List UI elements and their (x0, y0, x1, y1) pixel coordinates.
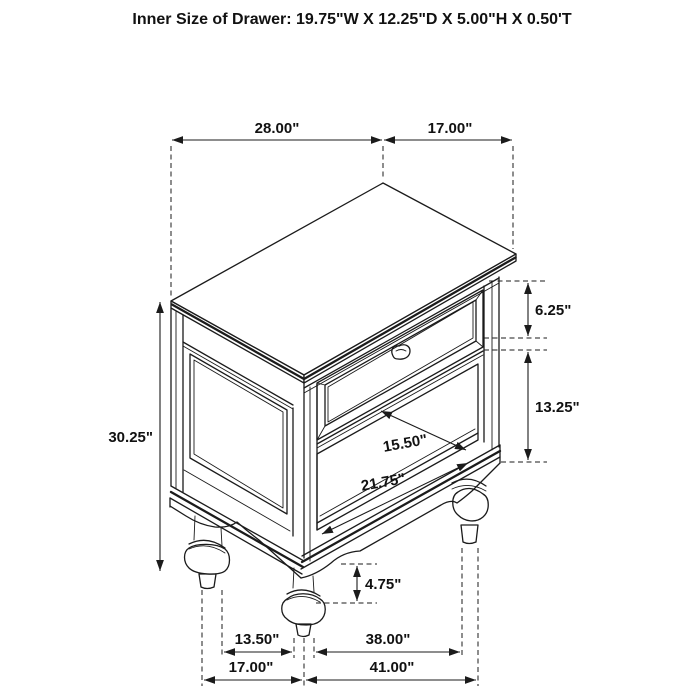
svg-text:6.25": 6.25" (535, 302, 572, 319)
dim-leg-span-depth-inner (224, 631, 292, 652)
svg-text:4.75": 4.75" (365, 576, 402, 593)
dim-drawer-front-height (528, 283, 571, 336)
base-molding-right (301, 445, 500, 578)
front-leg (282, 568, 326, 637)
dim-base-depth (204, 659, 302, 680)
nightstand-drawing (170, 183, 516, 637)
svg-text:21.75": 21.75" (359, 470, 407, 495)
drawer-handle (392, 345, 410, 359)
front-corner-post (304, 383, 317, 561)
svg-text:30.25": 30.25" (108, 429, 153, 446)
dim-overall-height (108, 302, 160, 571)
svg-text:17.00": 17.00" (427, 120, 473, 137)
tabletop-face (171, 183, 516, 375)
svg-text:13.25": 13.25" (535, 399, 580, 416)
right-leg (452, 479, 488, 543)
svg-text:38.00": 38.00" (365, 631, 411, 648)
svg-text:15.50": 15.50" (381, 431, 429, 456)
svg-text:13.50": 13.50" (234, 631, 280, 648)
dim-opening-width (322, 463, 468, 534)
dim-base-width (306, 659, 476, 680)
dim-leg-height (316, 564, 401, 603)
dim-top-depth (384, 120, 512, 140)
svg-text:17.00": 17.00" (228, 659, 274, 676)
svg-text:41.00": 41.00" (369, 659, 415, 676)
svg-text:28.00": 28.00" (254, 120, 300, 137)
dim-top-width (172, 120, 382, 140)
diagram-title: Inner Size of Drawer: 19.75"W X 12.25"D X 5.00"H X 0.50'T (132, 11, 572, 28)
dim-opening-depth (381, 411, 466, 456)
base-molding-left (170, 486, 304, 578)
dim-opening-height (528, 352, 580, 460)
dim-leg-span-width-inner (316, 631, 460, 652)
